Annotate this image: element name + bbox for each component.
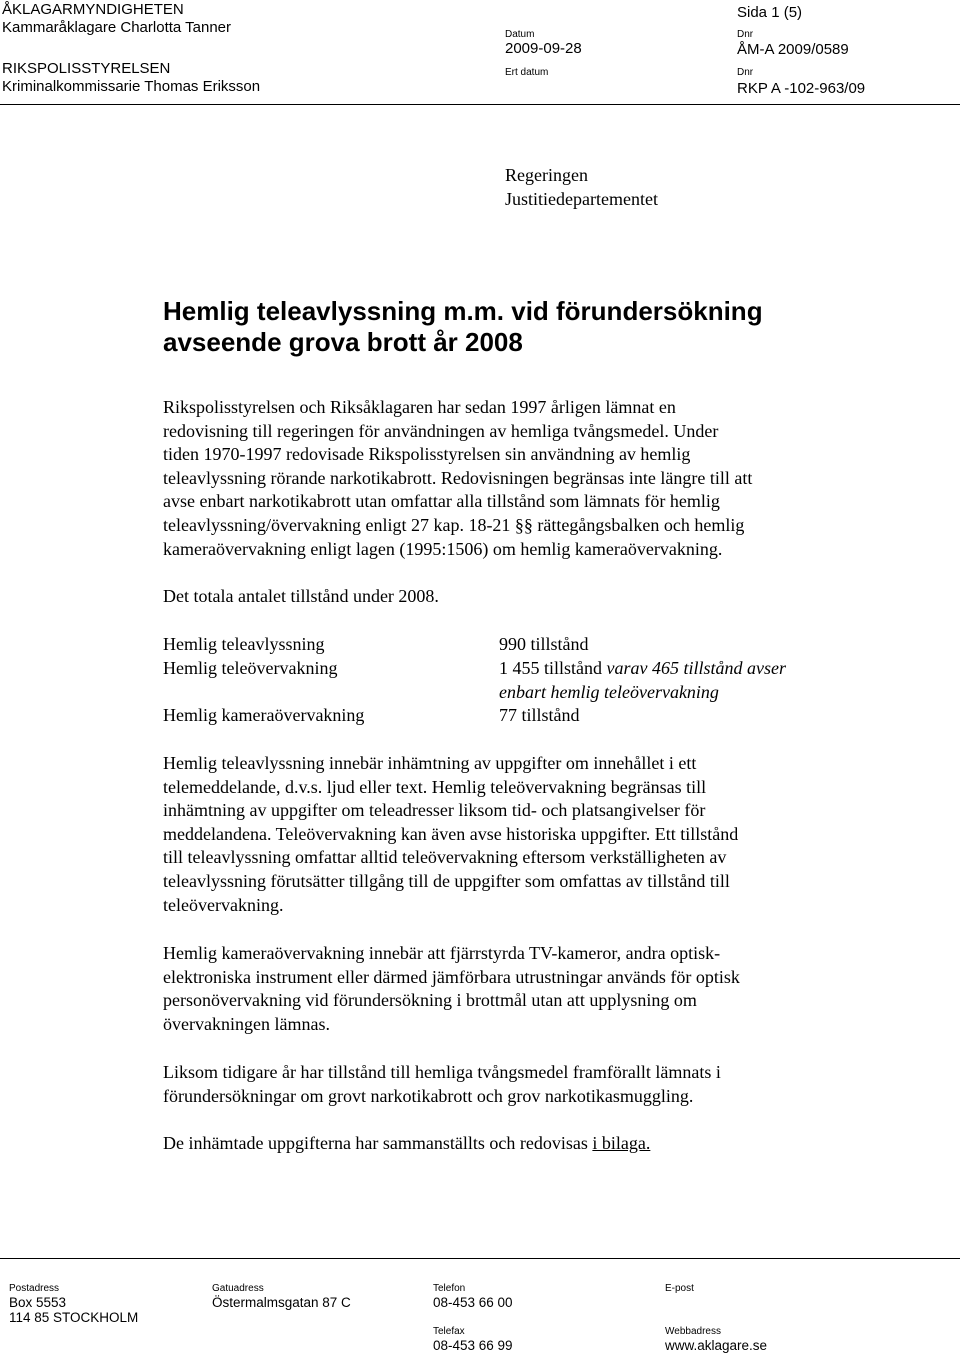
text-line: Hemlig teleavlyssning innebär inhämtning av uppgifter om innehållet i ett	[163, 753, 697, 773]
table-cell-note-cont: enbart hemlig teleövervakning	[499, 682, 719, 702]
dnr-label-2: Dnr	[737, 67, 754, 78]
text-line: Hemlig kameraövervakning innebär att fjärrstyrda TV-kameror, andra optisk-	[163, 943, 721, 963]
attachment-link[interactable]: i bilaga.	[592, 1133, 651, 1153]
webbadress-label: Webbadress	[665, 1326, 721, 1337]
paragraph-attachment	[163, 1132, 650, 1156]
text-line: till teleavlyssning omfattar alltid teleövervakning eftersom verkställigheten av	[163, 847, 727, 868]
dnr-value-2: RKP A -102-963/09	[737, 80, 866, 97]
text-line: teleavlyssning förutsätter tillgång till de uppgifter som omfattas av tillstånd till	[163, 870, 730, 891]
recipient-line-1: Regeringen	[505, 165, 588, 185]
postadress-line-2: 114 85 STOCKHOLM	[9, 1310, 139, 1325]
sender-commissioner: Kriminalkommissarie Thomas Eriksson	[2, 78, 261, 95]
text-line: tiden 1970-1997 redovisade Rikspolisstyrelsen sin användning av hemlig	[163, 444, 691, 465]
recipient-block	[505, 164, 658, 211]
paragraph-total-heading: Det totala antalet tillstånd under 2008.	[163, 586, 439, 606]
table-row-label: Hemlig teleövervakning	[163, 658, 338, 678]
document-title	[163, 296, 763, 358]
webbadress-link[interactable]: www.aklagare.se	[665, 1338, 768, 1353]
telefax-label: Telefax	[433, 1326, 465, 1337]
text-line: förundersökningar om grovt narkotikabrott och grov narkotikasmuggling.	[163, 1085, 694, 1106]
paragraph-previous-years	[163, 1061, 721, 1108]
ert-datum-label: Ert datum	[505, 67, 549, 78]
dnr-label-1: Dnr	[737, 29, 754, 40]
text-line: redovisning till regeringen för användningen av hemliga tvångsmedel. Under	[163, 420, 719, 441]
paragraph-teleavlyssning	[163, 752, 738, 917]
text-line: övervakningen lämnas.	[163, 1013, 330, 1034]
telefon-value: 08-453 66 00	[433, 1295, 513, 1310]
header-divider	[0, 104, 960, 105]
gatuadress-label: Gatuadress	[212, 1283, 264, 1294]
table-row-label: Hemlig kameraövervakning	[163, 705, 365, 725]
table-cell-count: 1 455 tillstånd	[499, 658, 607, 678]
table-cell-note: varav 465 tillstånd avser	[606, 658, 786, 678]
paragraph-intro	[163, 396, 752, 561]
text-line: teleavlyssning/övervakning enligt 27 kap. 18-21 §§ rättegångsbalken och hemlig	[163, 514, 745, 535]
text-line: Liksom tidigare år har tillstånd till hemliga tvångsmedel framförallt lämnats i	[163, 1062, 721, 1082]
text-line: Rikspolisstyrelsen och Riksåklagaren har sedan 1997 årligen lämnat en	[163, 397, 676, 417]
text-line: elektroniska instrument eller därmed jämförbara utrustningar används för optisk	[163, 966, 740, 987]
postadress-label: Postadress	[9, 1283, 60, 1294]
table-row-note	[499, 681, 719, 705]
text-line: teleavlyssning rörande narkotikabrott. Redovisningen begränsas inte längre till att	[163, 467, 753, 488]
footer-divider	[0, 1258, 960, 1259]
text-line: personövervakning vid förundersökning i brottmål utan att upplysning om	[163, 990, 697, 1011]
page-number: Sida 1 (5)	[737, 4, 803, 21]
date-value: 2009-09-28	[505, 40, 582, 57]
dnr-value-1: ÅM-A 2009/0589	[737, 41, 849, 58]
gatuadress-value: Östermalmsgatan 87 C	[212, 1295, 351, 1310]
table-row-value: 77 tillstånd	[499, 705, 580, 725]
text-line: De inhämtade uppgifterna har sammanställts och redovisas	[163, 1133, 593, 1153]
telefax-value: 08-453 66 99	[433, 1338, 513, 1353]
text-line: meddelandena. Teleövervakning kan även avse historiska uppgifter. Ett tillstånd	[163, 823, 739, 844]
text-line: telemeddelande, d.v.s. ljud eller text. Hemlig teleövervakning begränsas till	[163, 776, 707, 797]
org-name-aklagarmyndigheten: ÅKLAGARMYNDIGHETEN	[2, 1, 184, 18]
table-row-label: Hemlig teleavlyssning	[163, 634, 325, 654]
text-line: kameraövervakning enligt lagen (1995:1506) om hemlig kameraövervakning.	[163, 538, 723, 559]
table-row-value	[499, 657, 786, 681]
text-line: teleövervakning.	[163, 894, 284, 915]
title-line-2: avseende grova brott år 2008	[163, 327, 523, 357]
date-label: Datum	[505, 29, 535, 40]
postadress-line-1: Box 5553	[9, 1295, 67, 1310]
sender-prosecutor: Kammaråklagare Charlotta Tanner	[2, 19, 232, 36]
epost-label: E-post	[665, 1283, 694, 1294]
recipient-line-2: Justitiedepartementet	[505, 188, 658, 209]
text-line: inhämtning av uppgifter om teleadresser liksom tid- och platsangivelser för	[163, 800, 706, 821]
paragraph-kameraovervakning	[163, 942, 740, 1036]
telefon-label: Telefon	[433, 1283, 466, 1294]
title-line-1: Hemlig teleavlyssning m.m. vid förundersökning	[163, 296, 763, 326]
org-name-rikspolisstyrelsen: RIKSPOLISSTYRELSEN	[2, 60, 171, 77]
table-row-value: 990 tillstånd	[499, 634, 589, 654]
text-line: avse enbart narkotikabrott utan omfattar alla tillstånd som lämnats för hemlig	[163, 491, 720, 512]
